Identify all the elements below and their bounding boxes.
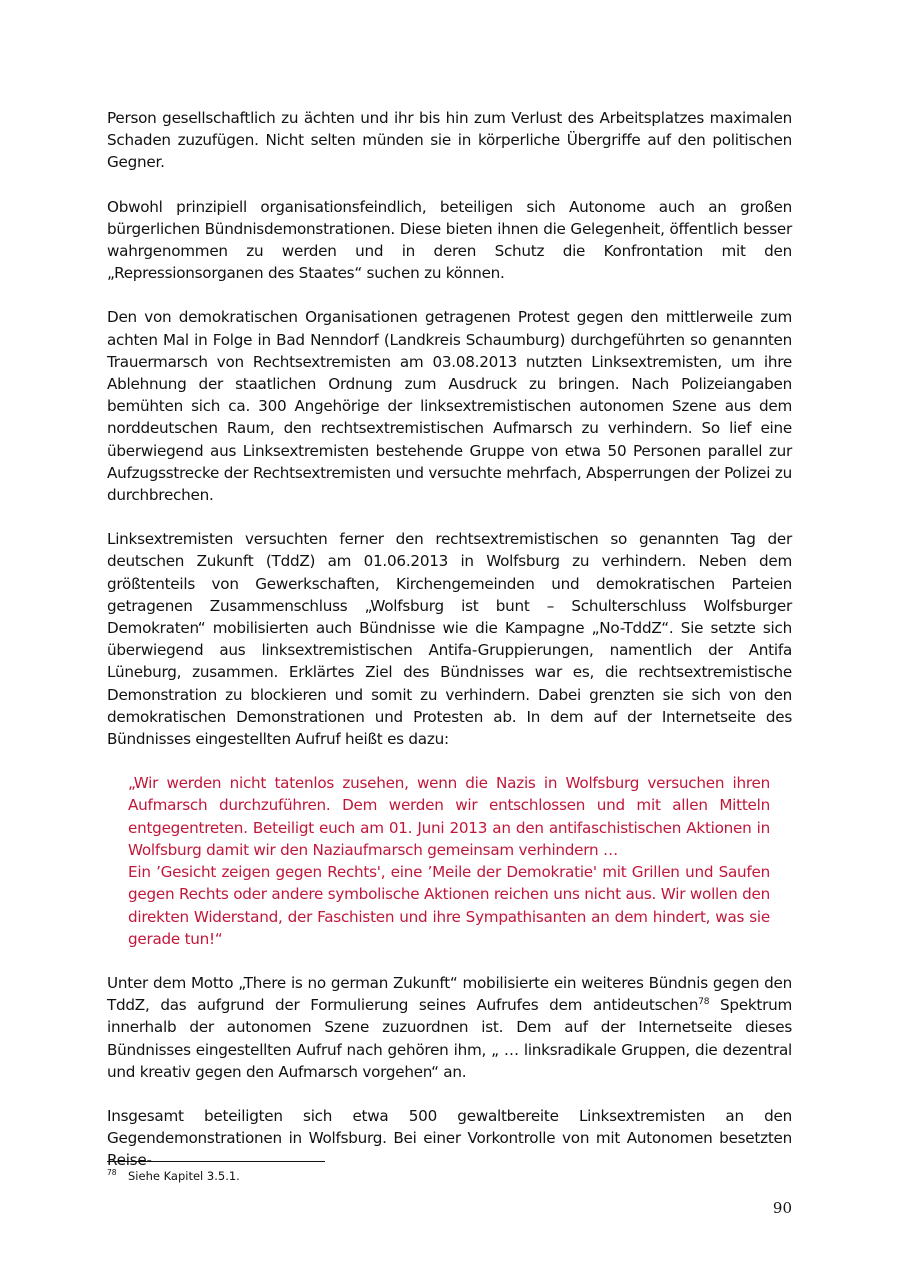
quote-part-2: Ein ’Gesicht zeigen gegen Rechts', eine ’Meile der Demokratie' mit Grillen und Saufen gegen Rechts oder andere symbolische Aktionen reichen uns nicht aus. Wir wollen den direkten Widerstand, der Faschisten und ihre Sympathisanten an dem hindert, was sie gerade tun!“	[128, 863, 770, 948]
paragraph-4: Linksextremisten versuchten ferner den rechtsextremistischen so genannten Tag der deutschen Zukunft (TddZ) am 01.06.2013 in Wolfsburg zu verhindern. Neben dem größtenteils von Gewerkschaften, Kirchengemeinden und demokratischen Parteien getragenen Zusammenschluss „Wolfsburg ist bunt – Schulterschluss Wolfsburger Demokraten“ mobilisierten auch Bündnisse wie die Kampagne „No-TddZ“. Sie setzte sich überwiegend aus linksextremistischen Antifa-Gruppierungen, namentlich der Antifa Lüneburg, zusammen. Erklärtes Ziel des Bündnisses war es, die rechtsextremistische Demonstration zu blockieren und somit zu verhindern. Dabei grenzten sie sich von den demokratischen Demonstrationen und Protesten ab. In dem auf der Internetseite des Bündnisses eingestellten Aufruf heißt es dazu:	[107, 530, 792, 749]
page-number: 90	[772, 1199, 792, 1217]
paragraph-2: Obwohl prinzipiell organisationsfeindlich, beteiligen sich Autonome auch an großen bürgerlichen Bündnisdemonstrationen. Diese bieten ihnen die Gelegenheit, öffentlich besser wahrgenommen zu werden und in deren Schutz die Konfrontation mit den „Repressionsorganen des Staates“ suchen zu können.	[107, 197, 792, 283]
paragraph-1: Person gesellschaftlich zu ächten und ihr bis hin zum Verlust des Arbeitsplatzes maximalen Schaden zuzufügen. Nicht selten münden sie in körperliche Übergriffe auf den politischen Gegner.	[107, 109, 792, 172]
paragraph-5-text-b: Spektrum innerhalb der autonomen Szene zuzuordnen ist. Dem auf der Internetseite dieses Bündnisses eingestellten Aufruf nach gehören ihm, „ … linksradikale Gruppen, die dezentral und kreativ gegen den Aufmarsch vorgehen“ an.	[107, 996, 793, 1081]
block-quote	[128, 772, 770, 950]
footnote-reference[interactable]: 78	[698, 997, 710, 1008]
paragraph-3: Den von demokratischen Organisationen getragenen Protest gegen den mittlerweile zum achten Mal in Folge in Bad Nenndorf (Landkreis Schaumburg) durchgeführten so genannten Trauermarsch von Rechtsextremisten am 03.08.2013 nutzten Linksextremisten, um ihre Ablehnung der staatlichen Ordnung zum Ausdruck zu bringen. Nach Polizeiangaben bemühten sich ca. 300 Angehörige der linksextremistischen autonomen Szene aus dem norddeutschen Raum, den rechtsextremistischen Aufmarsch zu verhindern. So lief eine überwiegend aus Linksextremisten bestehende Gruppe von etwa 50 Personen parallel zur Aufzugsstrecke der Rechtsextremisten und versuchte mehrfach, Absperrungen der Polizei zu durchbrechen.	[107, 308, 792, 505]
paragraph-5-text-a: Unter dem Motto „There is no german Zukunft“ mobilisierte ein weiteres Bündnis gegen den TddZ, das aufgrund der Formulierung seines Aufrufes dem antideutschen	[107, 973, 792, 1015]
footnote: 78 Siehe Kapitel 3.5.1.	[107, 1168, 240, 1183]
paragraph-5	[107, 972, 792, 1083]
page-body	[107, 107, 792, 1194]
quote-part-1: „Wir werden nicht tatenlos zusehen, wenn die Nazis in Wolfsburg versuchen ihren Aufmarsch durchzuführen. Dem werden wir entschlossen und mit allen Mitteln entgegentreten. Beteiligt euch am 01. Juni 2013 an den antifaschistischen Aktionen in Wolfsburg damit wir den Naziaufmarsch gemeinsam verhindern …	[128, 774, 770, 859]
footnote-text: Siehe Kapitel 3.5.1.	[128, 1169, 240, 1183]
footnote-divider	[107, 1161, 325, 1162]
paragraph-6: Insgesamt beteiligten sich etwa 500 gewaltbereite Linksextremisten an den Gegendemonstrationen in Wolfsburg. Bei einer Vorkontrolle von mit Autonomen besetzten Reise-	[107, 1106, 792, 1170]
